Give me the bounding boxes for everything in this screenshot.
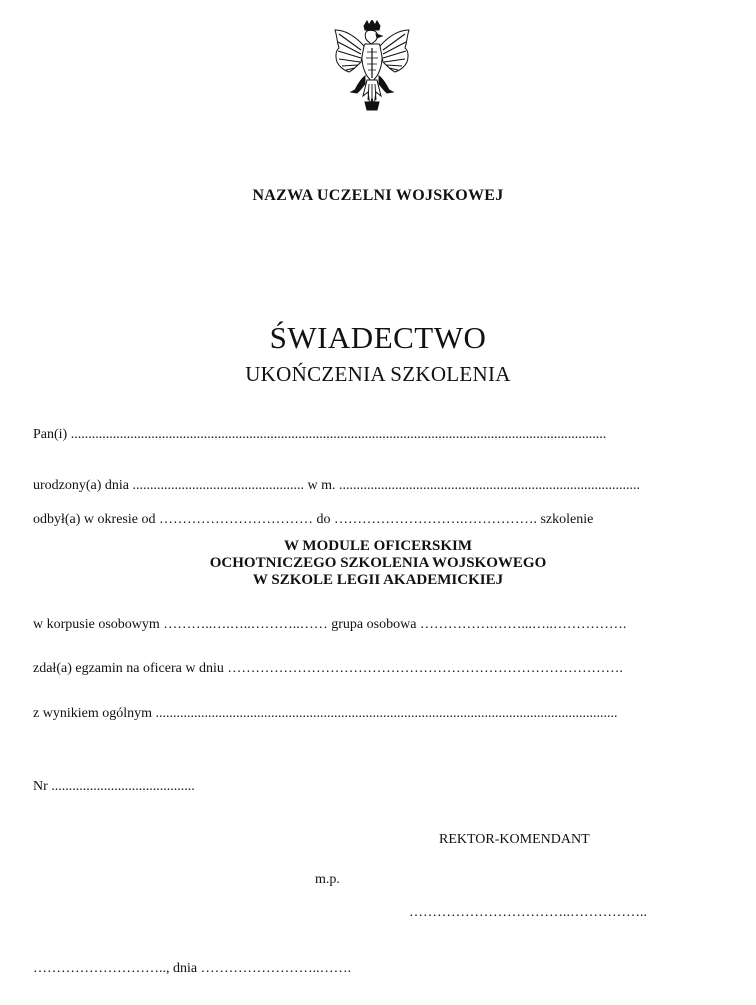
signature-line[interactable]: ……………………………..…………….. xyxy=(409,905,647,920)
place-date-line[interactable]: ……………………….., dnia ……………………..……. xyxy=(33,961,352,976)
field-period[interactable]: odbył(a) w okresie od …………………………… do ……………………….……………. szkolenie xyxy=(33,512,594,527)
module-block xyxy=(0,538,756,589)
field-exam-date[interactable]: zdał(a) egzamin na oficera w dniu …………………………………………………………………………. xyxy=(33,661,623,676)
module-line-1: W MODULE OFICERSKIM xyxy=(283,538,473,554)
module-line-2: OCHOTNICZEGO SZKOLENIA WOJSKOWEGO xyxy=(209,555,547,571)
field-number[interactable]: Nr ......................................... xyxy=(33,779,195,794)
module-line-3: W SZKOLE LEGII AKADEMICKIEJ xyxy=(252,572,504,588)
document-subtitle: UKOŃCZENIA SZKOLENIA xyxy=(245,362,511,386)
field-result[interactable]: z wynikiem ogólnym .................................................................................................................................... xyxy=(33,706,618,721)
field-name[interactable]: Pan(i) ......................................................................................................................................................... xyxy=(33,427,607,442)
document-title: ŚWIADECTWO xyxy=(269,320,487,355)
field-birth[interactable]: urodzony(a) dnia ................................................. w m. ...................................................................................... xyxy=(33,478,641,493)
stamp-label: m.p. xyxy=(315,872,340,887)
polish-eagle-emblem-icon xyxy=(327,20,417,112)
field-corps[interactable]: w korpusie osobowym ………..….…..………..…… grupa osobowa …………….……...…..……………. xyxy=(33,617,627,632)
university-name: NAZWA UCZELNI WOJSKOWEJ xyxy=(252,187,504,204)
rector-label: REKTOR-KOMENDANT xyxy=(439,832,590,847)
